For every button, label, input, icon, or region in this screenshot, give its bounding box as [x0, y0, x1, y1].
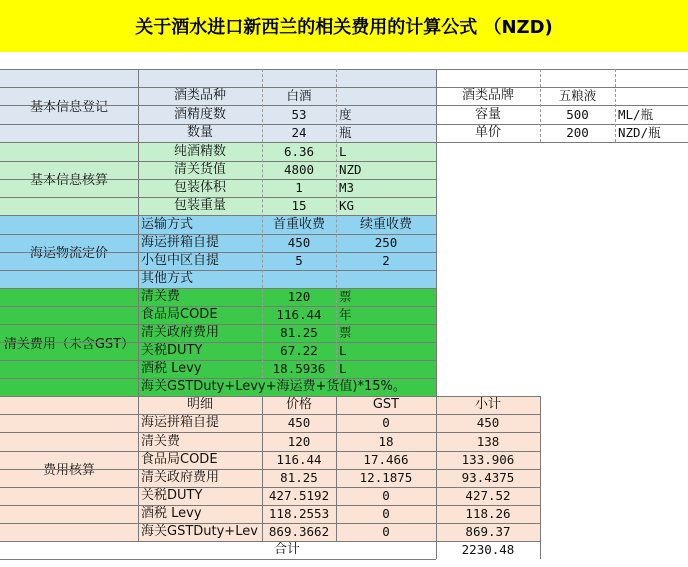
- grid-line: [0, 451, 540, 452]
- cost-item-cell[interactable]: 海关GSTDuty+Lev: [141, 524, 258, 539]
- grid-line: [0, 505, 540, 506]
- freight-first-cell[interactable]: 5: [295, 253, 303, 268]
- grid-line: [0, 487, 540, 488]
- freight-method-cell[interactable]: 海运拼箱自提: [141, 235, 220, 250]
- calc-value-cell[interactable]: 15: [291, 198, 307, 213]
- info-key-cell[interactable]: 数量: [186, 125, 213, 140]
- info-value-cell[interactable]: 五粮液: [558, 88, 597, 103]
- calc-key-cell[interactable]: 纯酒精数: [173, 144, 226, 159]
- customs-key-cell[interactable]: 清关费: [141, 289, 181, 304]
- info-value-cell[interactable]: 53: [291, 107, 307, 122]
- cost-header-item[interactable]: 明细: [186, 397, 213, 412]
- cost-header-subtotal[interactable]: 小计: [474, 397, 501, 412]
- grid-line: [0, 142, 688, 143]
- info-key-cell[interactable]: 酒精度数: [173, 107, 226, 122]
- cost-price-cell[interactable]: 427.5192: [268, 488, 330, 503]
- grid-line: [0, 306, 436, 307]
- cost-price-cell[interactable]: 869.3662: [268, 524, 330, 539]
- cost-total-label[interactable]: 合计: [273, 542, 300, 557]
- calc-value-cell[interactable]: 4800: [283, 162, 315, 177]
- cost-price-cell[interactable]: 120: [287, 434, 311, 449]
- customs-value-cell[interactable]: 67.22: [280, 343, 318, 358]
- grid-line: [0, 105, 688, 106]
- freight-first-cell[interactable]: [262, 270, 336, 288]
- grid-line: [138, 69, 139, 541]
- customs-unit-cell[interactable]: L: [339, 361, 347, 376]
- grid-line: [0, 87, 688, 88]
- cost-item-cell[interactable]: 清关政府费用: [141, 470, 220, 485]
- cost-price-cell[interactable]: 81.25: [280, 470, 318, 485]
- cost-subtotal-cell[interactable]: 133.906: [461, 452, 515, 467]
- calc-unit-cell[interactable]: M3: [339, 180, 355, 195]
- cost-gst-cell[interactable]: 0: [382, 524, 390, 539]
- customs-unit-cell[interactable]: 票: [339, 325, 352, 340]
- grid-line: [0, 270, 436, 271]
- cost-subtotal-cell[interactable]: 93.4375: [461, 470, 515, 485]
- cost-total-value[interactable]: 2230.48: [461, 542, 515, 557]
- info-value-cell[interactable]: 24: [291, 125, 307, 140]
- grid-line: [540, 396, 541, 559]
- cost-subtotal-cell[interactable]: 118.26: [465, 506, 511, 521]
- calc-key-cell[interactable]: 包装重量: [173, 198, 226, 213]
- info-unit-cell[interactable]: NZD/瓶: [618, 125, 661, 140]
- freight-extra-cell[interactable]: [336, 270, 436, 288]
- cost-item-cell[interactable]: 清关费: [141, 434, 181, 449]
- section-label-basic-calc: 基本信息核算: [29, 173, 108, 188]
- info-unit-cell[interactable]: [615, 87, 688, 105]
- grid-line: [0, 252, 436, 253]
- customs-unit-cell[interactable]: L: [339, 343, 347, 358]
- section-label-cost: 费用核算: [42, 463, 95, 478]
- cost-item-cell[interactable]: 海运拼箱自提: [141, 415, 220, 430]
- grid-line: [436, 69, 437, 559]
- info-key-cell[interactable]: 酒类品种: [173, 88, 226, 103]
- cost-price-cell[interactable]: 450: [287, 415, 311, 430]
- cost-price-cell[interactable]: 118.2553: [268, 506, 330, 521]
- info-key-cell[interactable]: 容量: [474, 107, 501, 122]
- info-unit-cell[interactable]: [336, 87, 436, 105]
- freight-method-cell[interactable]: 其他方式: [141, 271, 194, 286]
- freight-first-cell[interactable]: 450: [287, 235, 311, 250]
- cost-subtotal-cell[interactable]: 427.52: [465, 488, 511, 503]
- info-key-cell[interactable]: 酒类品牌: [461, 88, 514, 103]
- cost-subtotal-cell[interactable]: 138: [476, 434, 500, 449]
- grid-line: [0, 288, 436, 289]
- section-label-freight: 海运物流定价: [29, 246, 108, 261]
- grid-line: [0, 396, 540, 397]
- customs-key-cell[interactable]: 食品局CODE: [141, 307, 218, 322]
- cost-item-cell[interactable]: 关税DUTY: [141, 488, 203, 503]
- grid-line: [0, 234, 436, 235]
- calc-unit-cell[interactable]: KG: [339, 198, 355, 213]
- grid-line: [0, 432, 540, 433]
- cost-subtotal-cell[interactable]: 450: [476, 415, 500, 430]
- grid-line: [0, 469, 540, 470]
- info-unit-cell[interactable]: ML/瓶: [618, 107, 654, 122]
- customs-value-cell[interactable]: 120: [287, 289, 311, 304]
- grid-line: [262, 69, 263, 378]
- calc-value-cell[interactable]: 1: [295, 180, 303, 195]
- freight-header-extra[interactable]: 续重收费: [359, 217, 412, 232]
- grid-line: [336, 69, 337, 378]
- customs-key-cell[interactable]: 关税DUTY: [141, 343, 203, 358]
- freight-header-first[interactable]: 首重收费: [272, 217, 325, 232]
- customs-value-cell[interactable]: 81.25: [280, 325, 318, 340]
- info-key-cell[interactable]: 单价: [474, 125, 501, 140]
- grid-line: [0, 559, 436, 560]
- cost-subtotal-cell[interactable]: 869.37: [465, 524, 511, 539]
- calc-key-cell[interactable]: 包装体积: [173, 180, 226, 195]
- grid-line: [0, 124, 688, 125]
- cost-header-gst[interactable]: GST: [372, 397, 400, 412]
- customs-formula-cell[interactable]: 海关GSTDuty+Levy+海运费+货值)*15%。: [141, 379, 406, 394]
- freight-method-cell[interactable]: 小包中区自提: [141, 253, 220, 268]
- freight-header-method[interactable]: 运输方式: [141, 217, 194, 232]
- grid-line: [0, 69, 688, 70]
- section-label-basic-info: 基本信息登记: [29, 100, 108, 115]
- cost-item-cell[interactable]: 食品局CODE: [141, 452, 218, 467]
- cost-gst-cell[interactable]: 0: [382, 415, 390, 430]
- info-value-cell[interactable]: 500: [566, 107, 589, 122]
- grid-line: [336, 396, 337, 541]
- grid-line: [0, 378, 436, 379]
- calc-value-cell[interactable]: 6.36: [283, 144, 315, 159]
- cost-gst-cell[interactable]: 12.1875: [359, 470, 413, 485]
- grid-line: [540, 69, 541, 142]
- cost-gst-cell[interactable]: 17.466: [363, 452, 409, 467]
- grid-line: [262, 396, 263, 541]
- grid-line: [0, 197, 436, 198]
- cost-header-price[interactable]: 价格: [285, 397, 312, 412]
- grid-line: [0, 342, 436, 343]
- cost-item-cell[interactable]: 酒税 Levy: [141, 506, 202, 521]
- customs-value-cell[interactable]: 18.5936: [272, 361, 326, 376]
- info-value-cell[interactable]: 200: [566, 125, 589, 140]
- cost-price-cell[interactable]: 116.44: [276, 452, 322, 467]
- customs-value-cell[interactable]: 116.44: [276, 307, 322, 322]
- customs-unit-cell[interactable]: 年: [339, 307, 352, 322]
- calc-key-cell[interactable]: 清关货值: [173, 162, 226, 177]
- grid-line: [0, 523, 540, 524]
- sheet-title: 关于酒水进口新西兰的相关费用的计算公式 （NZD): [0, 0, 688, 52]
- cost-gst-cell[interactable]: 0: [382, 506, 390, 521]
- calc-unit-cell[interactable]: L: [339, 144, 347, 159]
- grid-line: [615, 69, 616, 142]
- grid-line: [0, 161, 436, 162]
- cost-gst-cell[interactable]: 0: [382, 488, 390, 503]
- info-unit-cell[interactable]: 度: [339, 107, 352, 122]
- freight-extra-cell[interactable]: 250: [374, 235, 398, 250]
- cost-gst-cell[interactable]: 18: [378, 434, 394, 449]
- empty-row: [0, 60, 688, 69]
- grid-line: [0, 179, 436, 180]
- info-unit-cell[interactable]: 瓶: [339, 125, 352, 140]
- customs-key-cell[interactable]: 清关政府费用: [141, 325, 220, 340]
- customs-key-cell[interactable]: 酒税 Levy: [141, 361, 202, 376]
- grid-line: [0, 360, 436, 361]
- section-label-customs: 清关费用（未含GST）: [3, 336, 135, 352]
- grid-line: [0, 541, 540, 542]
- grid-line: [0, 324, 436, 325]
- grid-line: [0, 414, 540, 415]
- grid-line: [0, 215, 436, 216]
- freight-extra-cell[interactable]: 2: [382, 253, 390, 268]
- customs-unit-cell[interactable]: 票: [339, 289, 352, 304]
- info-value-cell[interactable]: 白酒: [286, 88, 312, 103]
- calc-unit-cell[interactable]: NZD: [339, 162, 362, 177]
